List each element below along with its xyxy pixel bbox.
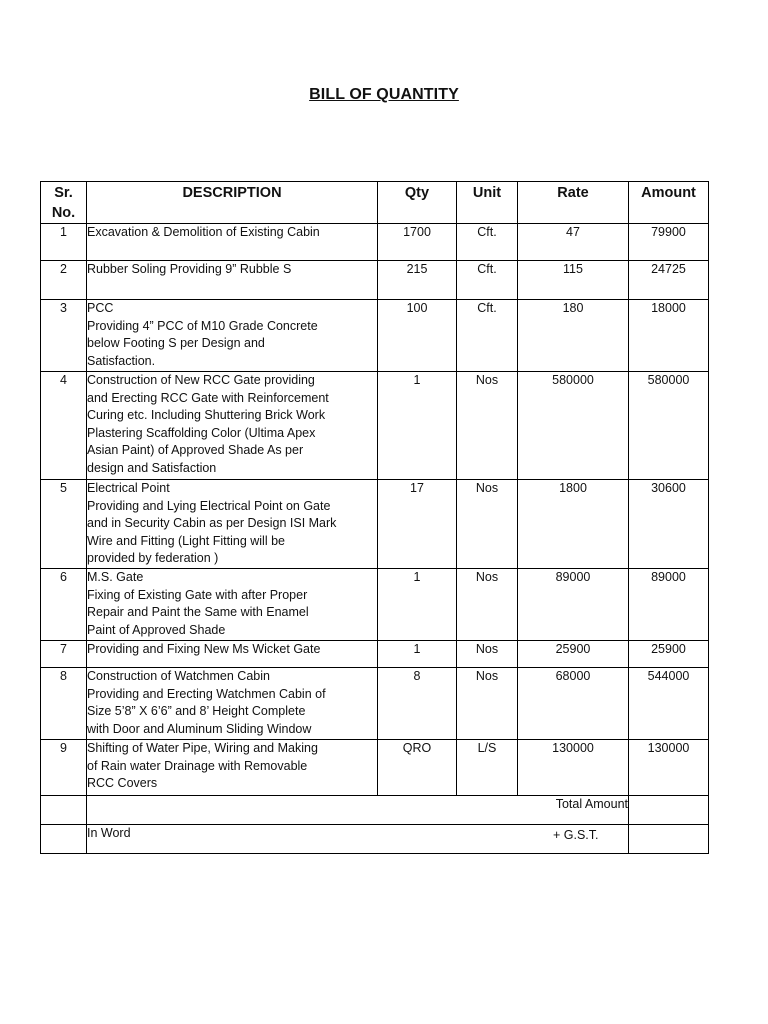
table-row <box>41 740 709 796</box>
header-description: DESCRIPTION <box>87 182 378 224</box>
table-row <box>41 261 709 300</box>
row-qty: QRO <box>378 740 457 796</box>
description-line: below Footing S per Design and <box>87 336 265 350</box>
description-line: and in Security Cabin as per Design ISI Mark <box>87 516 337 530</box>
description-line: Wire and Fitting (Light Fitting will be <box>87 533 285 548</box>
row-description <box>87 740 378 796</box>
table-body <box>41 224 709 854</box>
description-line: Providing 4” PCC of M10 Grade Concrete <box>87 318 318 333</box>
row-qty: 100 <box>378 300 457 372</box>
row-amount: 18000 <box>629 300 709 372</box>
row-rate: 89000 <box>518 569 629 641</box>
description-line: design and Satisfaction <box>87 460 217 475</box>
row-unit: Nos <box>457 569 518 641</box>
table-row <box>41 668 709 740</box>
total-amount-row <box>41 796 709 825</box>
description-line: provided by federation ) <box>87 551 219 565</box>
row-rate: 130000 <box>518 740 629 796</box>
row-description <box>87 668 378 740</box>
row-qty: 8 <box>378 668 457 740</box>
description-line: Paint of Approved Shade <box>87 622 226 637</box>
description-line: Electrical Point <box>87 481 170 495</box>
row-rate: 47 <box>518 224 629 261</box>
table-header-row <box>41 182 709 224</box>
description-line: Size 5’8” X 6’6” and 8’ Height Complete <box>87 704 306 718</box>
row-sr-no: 9 <box>41 740 87 796</box>
description-line: PCC <box>87 301 114 315</box>
total-amount-value <box>629 796 709 825</box>
in-word-row <box>41 825 709 854</box>
row-sr-no: 7 <box>41 641 87 668</box>
header-rate: Rate <box>518 182 629 224</box>
row-description <box>87 372 378 480</box>
description-line: Repair and Paint the Same with Enamel <box>87 605 309 619</box>
in-word-amount-cell <box>629 825 709 854</box>
row-amount: 544000 <box>629 668 709 740</box>
header-unit: Unit <box>457 182 518 224</box>
row-description <box>87 641 378 668</box>
row-unit: Nos <box>457 372 518 480</box>
description-line: Fixing of Existing Gate with after Proper <box>87 587 308 602</box>
total-row-sr-cell <box>41 796 87 825</box>
description-line: with Door and Aluminum Sliding Window <box>87 721 312 736</box>
row-description <box>87 480 378 569</box>
row-unit: Nos <box>457 480 518 569</box>
table-row <box>41 372 709 480</box>
row-rate: 180 <box>518 300 629 372</box>
row-amount: 89000 <box>629 569 709 641</box>
row-qty: 1700 <box>378 224 457 261</box>
header-qty: Qty <box>378 182 457 224</box>
row-qty: 215 <box>378 261 457 300</box>
total-amount-label: Total Amount <box>87 796 629 825</box>
description-line: Asian Paint) of Approved Shade As per <box>87 443 304 457</box>
row-unit: Cft. <box>457 224 518 261</box>
table-row <box>41 480 709 569</box>
row-amount: 25900 <box>629 641 709 668</box>
description-line: Plastering Scaffolding Color (Ultima Apex <box>87 425 316 440</box>
row-amount: 24725 <box>629 261 709 300</box>
row-description <box>87 300 378 372</box>
in-word-cell <box>87 825 629 854</box>
row-amount: 30600 <box>629 480 709 569</box>
in-word-row-sr-cell <box>41 825 87 854</box>
row-description <box>87 569 378 641</box>
row-sr-no: 1 <box>41 224 87 261</box>
description-line: Construction of New RCC Gate providing <box>87 373 315 387</box>
description-line: Curing etc. Including Shuttering Brick Work <box>87 408 326 422</box>
row-sr-no: 5 <box>41 480 87 569</box>
description-line: Satisfaction. <box>87 353 156 368</box>
description-line: Excavation & Demolition of Existing Cabin <box>87 225 320 239</box>
description-line: RCC Covers <box>87 776 158 790</box>
row-rate: 580000 <box>518 372 629 480</box>
gst-label: + G.S.T. <box>553 828 599 842</box>
row-rate: 1800 <box>518 480 629 569</box>
row-rate: 115 <box>518 261 629 300</box>
row-amount: 130000 <box>629 740 709 796</box>
row-rate: 25900 <box>518 641 629 668</box>
row-sr-no: 6 <box>41 569 87 641</box>
description-line: Construction of Watchmen Cabin <box>87 669 270 683</box>
table-row <box>41 569 709 641</box>
row-unit: Cft. <box>457 261 518 300</box>
row-unit: Nos <box>457 668 518 740</box>
row-qty: 17 <box>378 480 457 569</box>
bill-of-quantity-table <box>40 181 709 854</box>
description-line: Rubber Soling Providing 9” Rubble S <box>87 262 292 276</box>
row-qty: 1 <box>378 641 457 668</box>
row-amount: 79900 <box>629 224 709 261</box>
description-line: Providing and Lying Electrical Point on Gate <box>87 498 331 513</box>
row-description <box>87 224 378 261</box>
row-unit: Cft. <box>457 300 518 372</box>
row-sr-no: 4 <box>41 372 87 480</box>
table-row <box>41 224 709 261</box>
in-word-label: In Word <box>87 826 131 840</box>
row-rate: 68000 <box>518 668 629 740</box>
header-sr-no: Sr. No. <box>41 182 87 224</box>
description-line: Providing and Fixing New Ms Wicket Gate <box>87 642 321 656</box>
description-line: of Rain water Drainage with Removable <box>87 758 308 773</box>
row-sr-no: 8 <box>41 668 87 740</box>
table-row <box>41 300 709 372</box>
row-qty: 1 <box>378 372 457 480</box>
description-line: Providing and Erecting Watchmen Cabin of <box>87 686 326 701</box>
row-amount: 580000 <box>629 372 709 480</box>
row-unit: Nos <box>457 641 518 668</box>
description-line: Shifting of Water Pipe, Wiring and Making <box>87 741 318 755</box>
row-sr-no: 2 <box>41 261 87 300</box>
description-line: and Erecting RCC Gate with Reinforcement <box>87 390 329 405</box>
row-unit: L/S <box>457 740 518 796</box>
table-row <box>41 641 709 668</box>
row-description <box>87 261 378 300</box>
row-sr-no: 3 <box>41 300 87 372</box>
header-amount: Amount <box>629 182 709 224</box>
page-title: BILL OF QUANTITY <box>309 86 459 103</box>
description-line: M.S. Gate <box>87 570 144 584</box>
row-qty: 1 <box>378 569 457 641</box>
